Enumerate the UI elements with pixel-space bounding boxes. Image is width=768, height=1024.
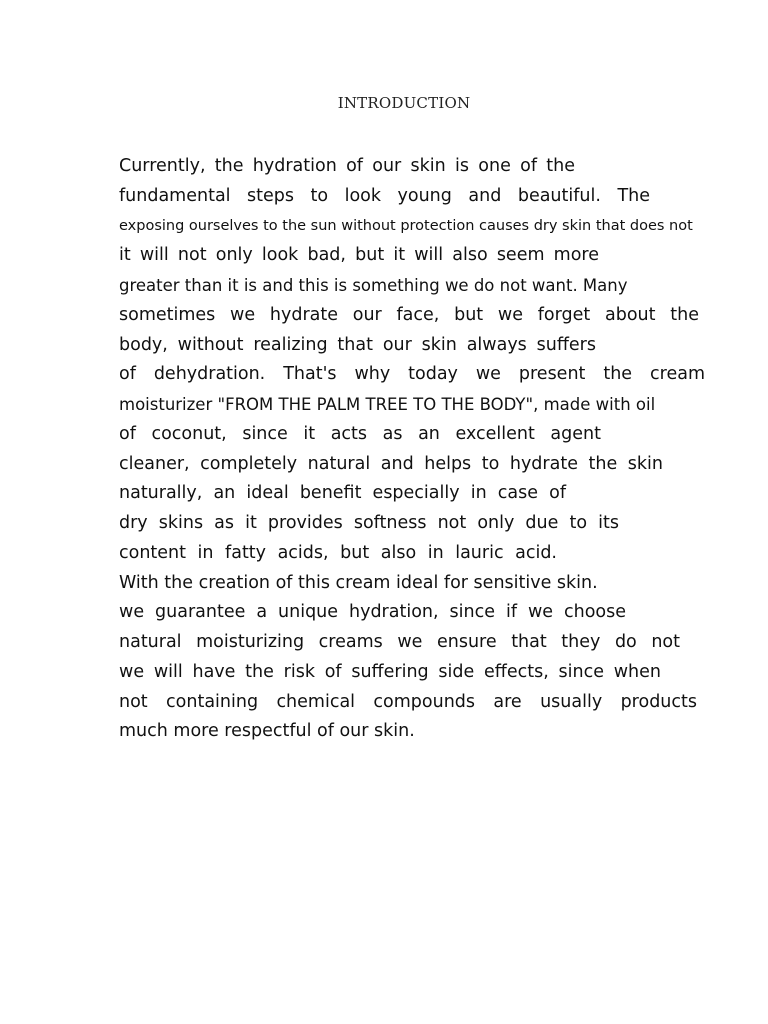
paragraph-line: sometimes we hydrate our face, but we forget about the	[119, 304, 699, 325]
paragraph-line: it will not only look bad, but it will also seem more	[119, 245, 599, 266]
document-body	[119, 152, 707, 747]
paragraph-line: exposing ourselves to the sun without protection causes dry skin that does not	[119, 217, 693, 234]
paragraph-line: we will have the risk of suffering side effects, since when	[119, 661, 661, 682]
paragraph-line: With the creation of this cream ideal for sensitive skin.	[119, 572, 598, 593]
paragraph-line: of dehydration. That's why today we present the cream	[119, 364, 705, 385]
paragraph-line: body, without realizing that our skin always suffers	[119, 334, 596, 355]
paragraph-line: natural moisturizing creams we ensure that they do not	[119, 632, 680, 652]
paragraph-line: content in fatty acids, but also in lauric acid.	[119, 542, 557, 563]
paragraph-line: Currently, the hydration of our skin is one of the	[119, 156, 575, 176]
paragraph-line: greater than it is and this is something we do not want. Many	[119, 276, 628, 295]
paragraph-line: cleaner, completely natural and helps to hydrate the skin	[119, 453, 663, 474]
paragraph-line: naturally, an ideal benefit especially in case of	[119, 483, 566, 504]
paragraph-line: moisturizer "FROM THE PALM TREE TO THE BODY", made with oil	[119, 395, 656, 414]
document-title: INTRODUCTION	[337, 94, 471, 112]
paragraph-line: fundamental steps to look young and beautiful. The	[119, 185, 650, 206]
paragraph-line: of coconut, since it acts as an excellent agent	[119, 423, 601, 444]
paragraph-line: we guarantee a unique hydration, since if we choose	[119, 602, 626, 623]
paragraph-line: not containing chemical compounds are usually products	[119, 691, 697, 712]
paragraph-line: much more respectful of our skin.	[119, 721, 415, 742]
paragraph-line: dry skins as it provides softness not only due to its	[119, 513, 619, 533]
